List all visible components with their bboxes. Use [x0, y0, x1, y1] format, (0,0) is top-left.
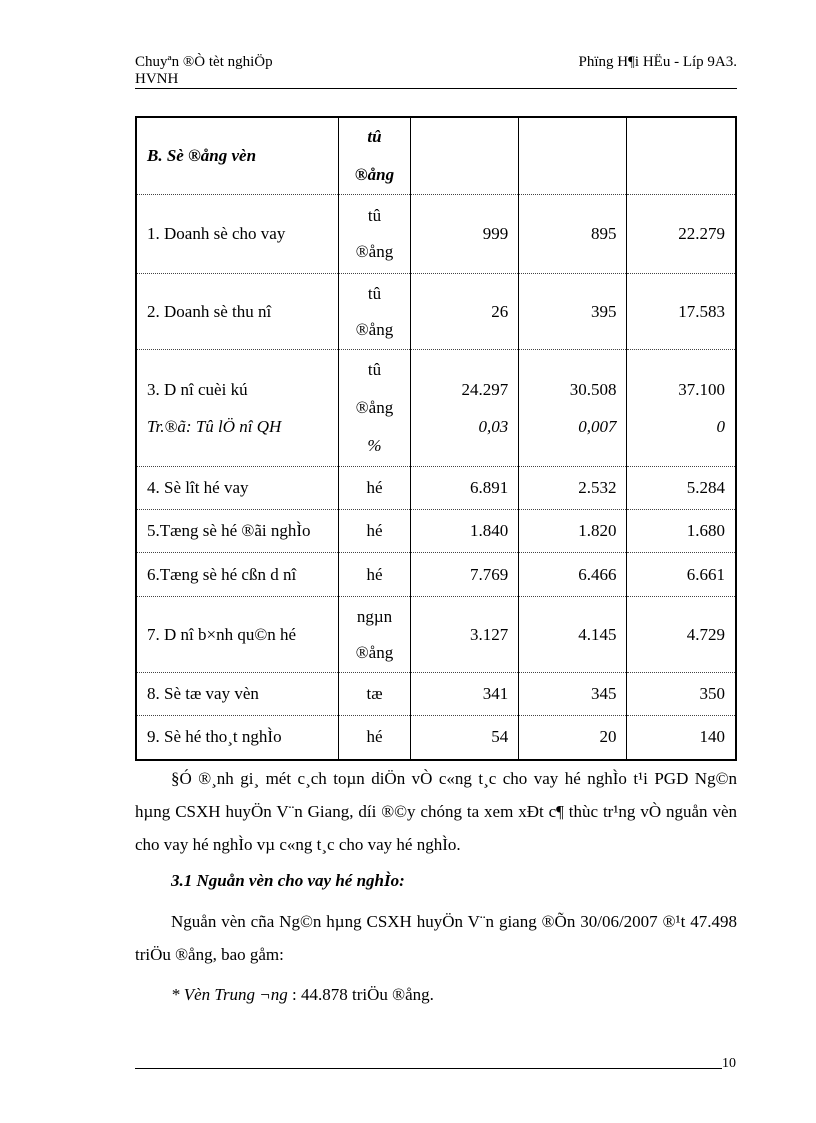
- table-cell-label: 5.Tæng sè hé ®ãi nghÌo: [136, 510, 339, 553]
- table-cell-value: 24.297 0,03: [411, 350, 519, 467]
- section-heading: 3.1 Nguån vèn cho vay hé nghÌo:: [171, 871, 405, 890]
- table-cell-label: B. Sè ®ång vèn: [136, 117, 339, 195]
- table-cell-unit: tæ: [339, 673, 411, 716]
- table-row: [136, 716, 736, 760]
- table-cell-unit: tû ®ång: [339, 117, 411, 195]
- table-cell-unit: tû ®ång %: [339, 350, 411, 467]
- table-cell-value: 999: [411, 195, 519, 274]
- table-cell-unit: hé: [339, 716, 411, 760]
- page-header: [135, 54, 737, 89]
- table-cell-label: 1. Doanh sè cho vay: [136, 195, 339, 274]
- table-cell-value: 341: [411, 673, 519, 716]
- table-cell-value: 895: [519, 195, 627, 274]
- table-row: [136, 350, 736, 467]
- table-row: [136, 597, 736, 673]
- table-cell-value: 30.508 0,007: [519, 350, 627, 467]
- table-cell-value: 54: [411, 716, 519, 760]
- table-cell-label: 9. Sè hé tho¸t nghÌo: [136, 716, 339, 760]
- table-cell-value: 2.532: [519, 467, 627, 510]
- table-cell-value: 22.279: [627, 195, 736, 274]
- table-cell-value: 5.284: [627, 467, 736, 510]
- table-cell-value: 4.145: [519, 597, 627, 673]
- table-cell-value: 140: [627, 716, 736, 760]
- table-cell-unit: hé: [339, 553, 411, 597]
- table-cell-value: 1.820: [519, 510, 627, 553]
- table-cell-unit: hé: [339, 467, 411, 510]
- table-cell-value: 6.466: [519, 553, 627, 597]
- table-cell-value: 17.583: [627, 274, 736, 350]
- table-cell-value: 26: [411, 274, 519, 350]
- table-cell-label: 6.Tæng sè hé cßn d nî: [136, 553, 339, 597]
- table-cell-unit: tû ®ång: [339, 274, 411, 350]
- header-left: [135, 54, 273, 88]
- table-cell-value: 350: [627, 673, 736, 716]
- table-cell-label: 8. Sè tæ vay vèn: [136, 673, 339, 716]
- table-cell-value: 1.680: [627, 510, 736, 553]
- row-label-main: 3. D nî cuèi kú: [147, 380, 248, 399]
- body-paragraph: §Ó ®¸nh gi¸ mét c¸ch toµn diÖn vÒ c«ng t¸c cho vay hé nghÌo t¹i PGD Ng©n hµng CSXH huyÖn V¨n Giang, díi ®©y chóng ta xem xÐt c¶ thùc tr¹ng vÒ nguån vèn cho vay hé nghÌo vµ c«ng t¸c cho vay hé nghÌo.: [135, 769, 737, 854]
- table-cell-label: [136, 350, 339, 467]
- table-cell-unit: ngµn ®ång: [339, 597, 411, 673]
- table-cell-value: 7.769: [411, 553, 519, 597]
- table-cell-value: [519, 117, 627, 195]
- table-cell-value: 345: [519, 673, 627, 716]
- header-doc-org: HVNH: [135, 71, 179, 87]
- table-cell-value: 6.891: [411, 467, 519, 510]
- table-cell-value: [411, 117, 519, 195]
- table-cell-value: 37.100 0: [627, 350, 736, 467]
- table-cell-value: 20: [519, 716, 627, 760]
- table-cell-value: [627, 117, 736, 195]
- body-paragraph: Nguån vèn cña Ng©n hµng CSXH huyÖn V¨n giang ®Õn 30/06/2007 ®¹t 47.498 triÖu ®ång, bao gåm:: [135, 912, 737, 964]
- table-row: [136, 553, 736, 597]
- table-cell-unit: hé: [339, 510, 411, 553]
- table-row: [136, 195, 736, 274]
- table-cell-value: 6.661: [627, 553, 736, 597]
- bullet-item: [171, 985, 434, 1005]
- table-row: [136, 510, 736, 553]
- table-cell-value: 3.127: [411, 597, 519, 673]
- table-row: [136, 117, 736, 195]
- page-number: 10: [722, 1056, 736, 1071]
- table-row: [136, 274, 736, 350]
- table-row: [136, 673, 736, 716]
- row-label-sub: Tr.®ã: Tû lÖ nî QH: [147, 417, 282, 436]
- table-cell-value: 4.729: [627, 597, 736, 673]
- table-cell-label: 7. D nî b×nh qu©n hé: [136, 597, 339, 673]
- table-row: [136, 467, 736, 510]
- table-cell-label: 4. Sè lît hé vay: [136, 467, 339, 510]
- table-cell-label: 2. Doanh sè thu nî: [136, 274, 339, 350]
- table-cell-value: 395: [519, 274, 627, 350]
- table-cell-unit: tû ®ång: [339, 195, 411, 274]
- header-author: Phïng H¶i HËu - Líp 9A3.: [578, 54, 737, 70]
- bullet-label: * Vèn Trung ¬ng: [171, 985, 288, 1004]
- footer-divider: [135, 1068, 722, 1069]
- statistics-table: [135, 116, 737, 761]
- table-cell-value: 1.840: [411, 510, 519, 553]
- bullet-value: : 44.878 triÖu ®ång.: [292, 985, 434, 1004]
- header-doc-title: Chuyªn ®Ò tèt nghiÖp: [135, 54, 273, 70]
